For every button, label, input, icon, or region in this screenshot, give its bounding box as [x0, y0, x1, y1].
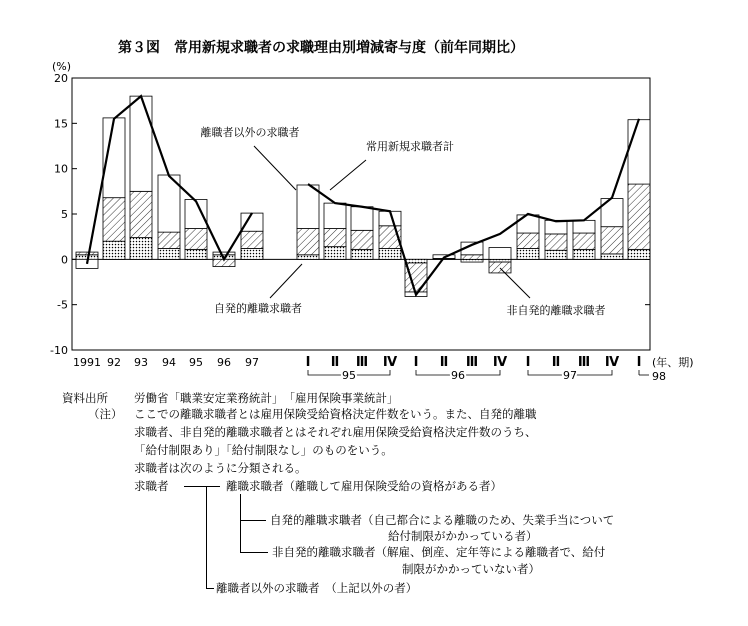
tree-branch-2: 離職者以外の求職者 （上記以外の者） — [216, 581, 418, 595]
y-tick-label: 15 — [54, 117, 68, 131]
x-tick-label: 96 — [217, 356, 231, 369]
x-tick-label: 95 — [189, 356, 203, 369]
bar-segment — [628, 184, 650, 249]
tree-connector — [206, 486, 207, 588]
note-line-2: 求職者、非自発的離職求職者とはそれぞれ雇用保険受給資格決定件数のうち、 — [134, 425, 537, 439]
note-line-3: 「給付制限あり」「給付制限なし」のものをいう。 — [134, 443, 393, 457]
bar-segment — [489, 248, 511, 260]
bar-segment — [130, 96, 152, 191]
bar-segment — [489, 259, 511, 262]
note-label: （注） — [88, 407, 123, 421]
x-tick-label: Ⅳ — [492, 355, 508, 370]
bar-segment — [545, 220, 567, 234]
x-tick-label: Ⅱ — [551, 355, 561, 370]
bar-segment — [461, 259, 483, 262]
note-line-1: ここでの離職求職者とは雇用保険受給資格決定件数をいう。また、自発的離職 — [134, 407, 537, 421]
tree-connector — [184, 486, 220, 487]
annotation-leader — [330, 160, 366, 190]
y-tick-label: 20 — [54, 72, 68, 85]
source-label: 資料出所 — [62, 391, 108, 405]
source-text: 労働省「職業安定業務統計」 「雇用保険事業統計」 — [134, 391, 399, 405]
y-tick-label: -5 — [57, 298, 68, 312]
x-tick-label: Ⅰ — [413, 355, 419, 370]
x-tick-label: Ⅱ — [439, 355, 449, 370]
bar-segment — [241, 231, 263, 248]
x-tick-label: 93 — [134, 356, 148, 369]
tree-branch-1a-line-2: 給付制限がかかっている者） — [388, 529, 538, 543]
bar-segment — [351, 249, 373, 259]
bar-segment — [628, 120, 650, 184]
bar-segment — [103, 198, 125, 242]
bar-segment — [185, 249, 207, 259]
bar-segment — [185, 229, 207, 250]
x-tick-label: Ⅲ — [355, 355, 369, 370]
year-group-label: 96 — [451, 369, 465, 380]
y-tick-label: 10 — [54, 162, 68, 176]
x-tick-label: 97 — [245, 356, 259, 369]
annotation-label: 常用新規求職者計 — [366, 140, 454, 153]
bar-segment — [213, 252, 235, 255]
x-tick-label: 1991 — [73, 356, 101, 369]
y-tick-label: -10 — [50, 344, 68, 357]
bar-segment — [158, 248, 180, 259]
y-axis-label: (%) — [52, 60, 72, 73]
x-tick-label: 94 — [162, 356, 176, 369]
tree-connector — [240, 520, 266, 521]
bar-segment — [241, 213, 263, 231]
annotation-label: 離職者以外の求職者 — [200, 126, 300, 139]
bar-segment — [324, 229, 346, 247]
annotation-leader — [500, 268, 530, 298]
bar-segment — [324, 203, 346, 228]
bar-segment — [461, 255, 483, 260]
annotation-leader — [254, 146, 296, 190]
annotation-label: 自発的離職求職者 — [214, 302, 302, 315]
year-group-label: 97 — [563, 369, 577, 380]
bar-segment — [517, 215, 539, 233]
bar-segment — [573, 249, 595, 259]
x-tick-label: Ⅳ — [382, 355, 398, 370]
bar-segment — [351, 207, 373, 231]
note-line-4: 求職者は次のように分類される。 — [134, 461, 307, 475]
bar-segment — [297, 229, 319, 255]
x-tick-label: Ⅰ — [636, 355, 642, 370]
x-tick-label: Ⅰ — [305, 355, 311, 370]
tree-branch-1: 離職求職者（離職して雇用保険受給の資格がある者） — [226, 479, 502, 493]
x-tick-label: Ⅳ — [604, 355, 620, 370]
bar-segment — [573, 220, 595, 233]
x-tick-label: Ⅱ — [330, 355, 340, 370]
total-line — [308, 119, 639, 295]
year-group-label: 98 — [652, 370, 666, 380]
tree-connector — [240, 552, 268, 553]
x-tick-label: Ⅲ — [465, 355, 479, 370]
bar-segment — [76, 252, 98, 255]
tree-branch-1b-line-2: 制限がかかっていない者） — [402, 562, 540, 576]
bar-segment — [103, 241, 125, 259]
annotation-label: 非自発的離職求職者 — [506, 304, 606, 317]
bar-segment — [185, 199, 207, 228]
x-tick-label: 92 — [107, 356, 121, 369]
bar-segment — [379, 248, 401, 259]
y-tick-label: 5 — [61, 208, 68, 221]
bar-segment — [130, 238, 152, 260]
bar-segment — [130, 191, 152, 237]
bar-segment — [158, 232, 180, 248]
bar-segment — [628, 249, 650, 259]
year-group-label: 95 — [342, 369, 356, 380]
bar-segment — [489, 262, 511, 273]
bar-segment — [297, 185, 319, 229]
bar-segment — [324, 247, 346, 260]
tree-connector — [206, 588, 214, 589]
bar-segment — [545, 250, 567, 259]
chart-title: 第３図 常用新規求職者の求職理由別増減寄与度（前年同期比） — [118, 40, 524, 56]
tree-connector — [240, 494, 241, 552]
bar-segment — [601, 254, 623, 259]
x-tick-label: Ⅰ — [525, 355, 531, 370]
bar-segment — [241, 248, 263, 259]
tree-branch-1a-line-1: 自発的離職求職者（自己都合による離職のため、失業手当について — [270, 513, 615, 527]
bar-segment — [601, 227, 623, 254]
bar-segment — [297, 255, 319, 260]
tree-branch-1b-line-1: 非自発的離職求職者（解雇、倒産、定年等による離職者で、給付 — [272, 545, 606, 559]
x-axis-label: (年、期) — [652, 356, 694, 369]
bar-segment — [405, 259, 427, 263]
bar-segment — [573, 233, 595, 249]
annotation-leader — [270, 264, 302, 298]
bar-segment — [351, 230, 373, 249]
bar-segment — [517, 248, 539, 259]
x-tick-label: Ⅲ — [577, 355, 591, 370]
y-tick-label: 0 — [61, 253, 68, 267]
bar-segment — [517, 233, 539, 248]
tree-root: 求職者 — [134, 479, 169, 493]
bar-segment — [545, 234, 567, 250]
plot-area — [50, 72, 694, 380]
